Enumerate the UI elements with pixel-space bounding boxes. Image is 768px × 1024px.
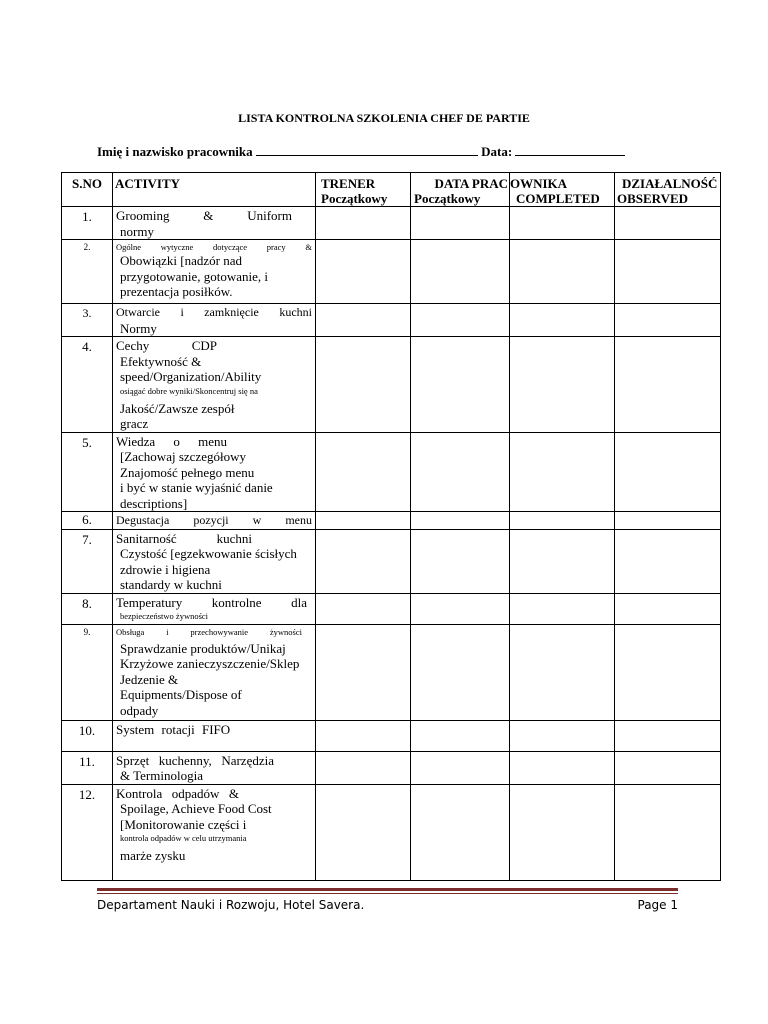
row-number: 12. bbox=[62, 784, 113, 880]
document-title: LISTA KONTROLNA SZKOLENIA CHEF DE PARTIE bbox=[238, 111, 530, 125]
header-trainer: TRENER Początkowy bbox=[316, 173, 411, 207]
observed-cell[interactable] bbox=[615, 207, 721, 240]
date-cell[interactable] bbox=[411, 304, 510, 337]
row-number: 8. bbox=[62, 593, 113, 624]
trainer-cell[interactable] bbox=[316, 720, 411, 751]
activity-cell: Sprzęt kuchenny, Narzędzia & Terminologia bbox=[113, 751, 316, 784]
row-number: 3. bbox=[62, 304, 113, 337]
completed-cell[interactable] bbox=[510, 207, 615, 240]
trainer-cell[interactable] bbox=[316, 751, 411, 784]
row-number: 4. bbox=[62, 337, 113, 433]
date-cell[interactable] bbox=[411, 624, 510, 720]
row-number: 6. bbox=[62, 512, 113, 530]
date-label: Data: bbox=[481, 144, 513, 159]
activity-cell: Cechy CDP Efektywność & speed/Organization/Ability osiągać dobre wyniki/Skoncentruj się na Jakość/Zawsze zespół gracz bbox=[113, 337, 316, 433]
table-row bbox=[62, 432, 721, 512]
employee-name-line bbox=[97, 143, 625, 160]
table-row bbox=[62, 207, 721, 240]
activity-cell: Grooming & Uniform normy bbox=[113, 207, 316, 240]
observed-cell[interactable] bbox=[615, 751, 721, 784]
trainer-cell[interactable] bbox=[316, 784, 411, 880]
trainer-cell[interactable] bbox=[316, 304, 411, 337]
observed-cell[interactable] bbox=[615, 240, 721, 304]
employee-name-label: Imię i nazwisko pracownika bbox=[97, 144, 253, 159]
observed-cell[interactable] bbox=[615, 337, 721, 433]
date-cell[interactable] bbox=[411, 784, 510, 880]
date-cell[interactable] bbox=[411, 240, 510, 304]
trainer-cell[interactable] bbox=[316, 529, 411, 593]
table-row bbox=[62, 529, 721, 593]
observed-cell[interactable] bbox=[615, 593, 721, 624]
date-cell[interactable] bbox=[411, 432, 510, 512]
footer-rule-thin bbox=[97, 893, 678, 894]
header-date: DATA PRAC Początkowy bbox=[411, 173, 510, 207]
row-number: 1. bbox=[62, 207, 113, 240]
completed-cell[interactable] bbox=[510, 240, 615, 304]
table-row bbox=[62, 593, 721, 624]
activity-cell: Temperatury kontrolne dla bezpieczeństwo żywności bbox=[113, 593, 316, 624]
completed-cell[interactable] bbox=[510, 337, 615, 433]
completed-cell[interactable] bbox=[510, 720, 615, 751]
table-row bbox=[62, 337, 721, 433]
activity-cell: Ogólne wytyczne dotyczące pracy & Obowiązki [nadzór nad przygotowanie, gotowanie, i prezentacja posiłków. bbox=[113, 240, 316, 304]
observed-cell[interactable] bbox=[615, 432, 721, 512]
table-row bbox=[62, 512, 721, 530]
trainer-cell[interactable] bbox=[316, 240, 411, 304]
date-cell[interactable] bbox=[411, 337, 510, 433]
employee-name-field[interactable] bbox=[256, 143, 478, 156]
date-cell[interactable] bbox=[411, 529, 510, 593]
trainer-cell[interactable] bbox=[316, 432, 411, 512]
completed-cell[interactable] bbox=[510, 529, 615, 593]
table-row bbox=[62, 720, 721, 751]
table-row bbox=[62, 304, 721, 337]
observed-cell[interactable] bbox=[615, 512, 721, 530]
date-cell[interactable] bbox=[411, 207, 510, 240]
date-cell[interactable] bbox=[411, 751, 510, 784]
activity-cell: Otwarcie i zamknięcie kuchni Normy bbox=[113, 304, 316, 337]
completed-cell[interactable] bbox=[510, 751, 615, 784]
completed-cell[interactable] bbox=[510, 512, 615, 530]
header-observed: DZIAŁALNOŚĆ OBSERVED bbox=[615, 173, 721, 207]
header-employee: OWNIKA COMPLETED bbox=[510, 173, 615, 207]
header-activity: ACTIVITY bbox=[113, 173, 316, 207]
trainer-cell[interactable] bbox=[316, 337, 411, 433]
trainer-cell[interactable] bbox=[316, 512, 411, 530]
observed-cell[interactable] bbox=[615, 624, 721, 720]
activity-cell: Sanitarność kuchni Czystość [egzekwowanie ścisłych zdrowie i higiena standardy w kuchni bbox=[113, 529, 316, 593]
trainer-cell[interactable] bbox=[316, 207, 411, 240]
completed-cell[interactable] bbox=[510, 304, 615, 337]
row-number: 7. bbox=[62, 529, 113, 593]
header-row bbox=[62, 173, 721, 207]
table-row bbox=[62, 240, 721, 304]
observed-cell[interactable] bbox=[615, 784, 721, 880]
table-row bbox=[62, 624, 721, 720]
table-row bbox=[62, 784, 721, 880]
observed-cell[interactable] bbox=[615, 304, 721, 337]
completed-cell[interactable] bbox=[510, 593, 615, 624]
activity-cell: Wiedza o menu [Zachowaj szczegółowy Znajomość pełnego menu i być w stanie wyjaśnić danie descriptions] bbox=[113, 432, 316, 512]
date-field[interactable] bbox=[515, 143, 625, 156]
row-number: 10. bbox=[62, 720, 113, 751]
activity-cell: System rotacji FIFO bbox=[113, 720, 316, 751]
row-number: 11. bbox=[62, 751, 113, 784]
row-number: 9. bbox=[62, 624, 113, 720]
completed-cell[interactable] bbox=[510, 784, 615, 880]
trainer-cell[interactable] bbox=[316, 593, 411, 624]
header-sno: S.NO bbox=[62, 173, 113, 207]
activity-cell: Degustacja pozycji w menu bbox=[113, 512, 316, 530]
date-cell[interactable] bbox=[411, 720, 510, 751]
footer-department: Departament Nauki i Rozwoju, Hotel Savera. bbox=[97, 898, 365, 912]
date-cell[interactable] bbox=[411, 512, 510, 530]
observed-cell[interactable] bbox=[615, 720, 721, 751]
date-cell[interactable] bbox=[411, 593, 510, 624]
table-row bbox=[62, 751, 721, 784]
row-number: 5. bbox=[62, 432, 113, 512]
row-number: 2. bbox=[62, 240, 113, 304]
footer-rule bbox=[97, 888, 678, 891]
trainer-cell[interactable] bbox=[316, 624, 411, 720]
footer-page-number: Page 1 bbox=[637, 898, 678, 912]
observed-cell[interactable] bbox=[615, 529, 721, 593]
activity-cell: Obsługa i przechowywanie żywności Sprawdzanie produktów/Unikaj Krzyżowe zanieczyszczenie/Sklep Jedzenie & Equipments/Dispose of odpady bbox=[113, 624, 316, 720]
completed-cell[interactable] bbox=[510, 432, 615, 512]
activity-cell: Kontrola odpadów & Spoilage, Achieve Food Cost [Monitorowanie części i kontrola odpadów w celu utrzymania marże zysku bbox=[113, 784, 316, 880]
completed-cell[interactable] bbox=[510, 624, 615, 720]
checklist-table bbox=[61, 172, 721, 881]
